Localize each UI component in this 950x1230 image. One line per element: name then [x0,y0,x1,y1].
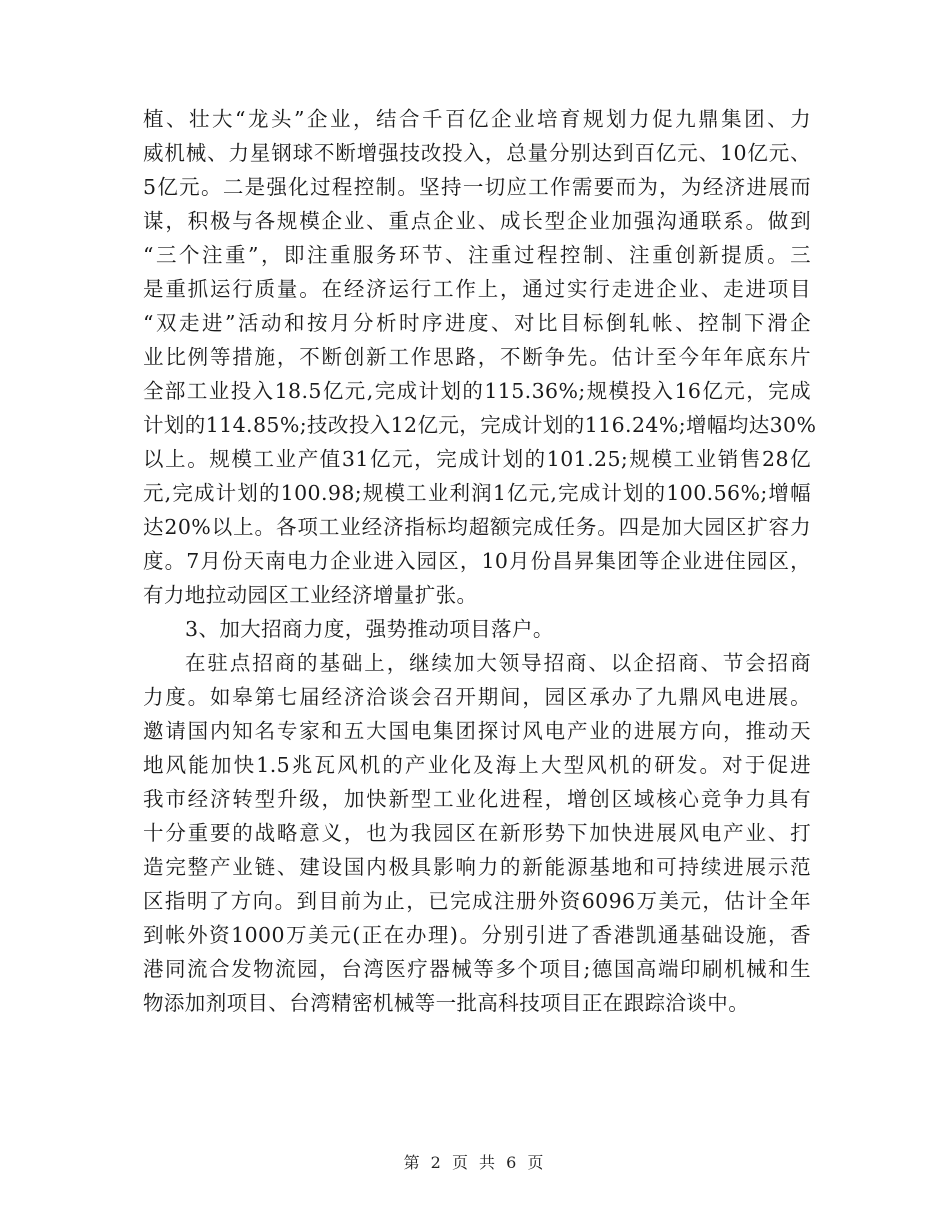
text-line: “双走进”活动和按月分析时序进度、对比目标倒轧帐、控制下滑企 [143,311,811,335]
page-footer: 第 2 页 共 6 页 [403,1153,547,1172]
text-line: 植、壮大“龙头”企业，结合千百亿企业培育规划力促九鼎集团、力 [143,107,811,131]
text-line: 5亿元。二是强化过程控制。坚持一切应工作需要而为，为经济进展而 [143,175,811,199]
text-line: 造完整产业链、建设国内极具影响力的新能源基地和可持续进展示范 [143,855,811,879]
text-line: 以上。规模工业产值31亿元，完成计划的101.25;规模工业销售28亿 [143,447,811,471]
text-line: 全部工业投入18.5亿元,完成计划的115.36%;规模投入16亿元，完成 [143,379,811,403]
text-line: “三个注重”，即注重服务环节、注重过程控制、注重创新提质。三 [143,243,811,267]
text-line: 力度。如皋第七届经济洽谈会召开期间，园区承办了九鼎风电进展。 [143,685,811,709]
text-line: 计划的114.85%;技改投入12亿元，完成计划的116.24%;增幅均达30% [143,413,817,437]
text-line: 地风能加快1.5兆瓦风机的产业化及海上大型风机的研发。对于促进 [143,753,811,777]
text-line: 业比例等措施，不断创新工作思路，不断争先。估计至今年年底东片 [143,345,811,369]
text-line: 元,完成计划的100.98;规模工业利润1亿元,完成计划的100.56%;增幅 [143,481,811,505]
text-line: 是重抓运行质量。在经济运行工作上，通过实行走进企业、走进项目 [143,277,811,301]
text-line: 港同流合发物流园，台湾医疗器械等多个项目;德国高端印刷机械和生 [143,957,811,981]
text-line: 邀请国内知名专家和五大国电集团探讨风电产业的进展方向，推动天 [143,719,811,743]
text-line: 谋，积极与各规模企业、重点企业、成长型企业加强沟通联系。做到 [143,209,811,233]
text-line: 到帐外资1000万美元(正在办理)。分别引进了香港凯通基础设施，香 [143,923,811,947]
text-line: 度。7月份天南电力企业进入园区，10月份昌昇集团等企业进住园区， [143,549,811,573]
body-text [143,102,817,1020]
text-line: 有力地拉动园区工业经济增量扩张。 [143,583,478,607]
text-line: 区指明了方向。到目前为止，已完成注册外资6096万美元，估计全年 [143,889,811,913]
text-line: 物添加剂项目、台湾精密机械等一批高科技项目正在跟踪洽谈中。 [143,991,750,1015]
section-heading: 3、加大招商力度，强势推动项目落户。 [185,617,554,641]
text-line: 达20%以上。各项工业经济指标均超额完成任务。四是加大园区扩容力 [143,515,811,539]
text-line: 在驻点招商的基础上，继续加大领导招商、以企招商、节会招商 [185,651,811,675]
text-line: 十分重要的战略意义，也为我园区在新形势下加快进展风电产业、打 [143,821,811,845]
text-line: 威机械、力星钢球不断增强技改投入，总量分别达到百亿元、10亿元、 [143,141,811,165]
text-line: 我市经济转型升级，加快新型工业化进程，增创区域核心竞争力具有 [143,787,811,811]
